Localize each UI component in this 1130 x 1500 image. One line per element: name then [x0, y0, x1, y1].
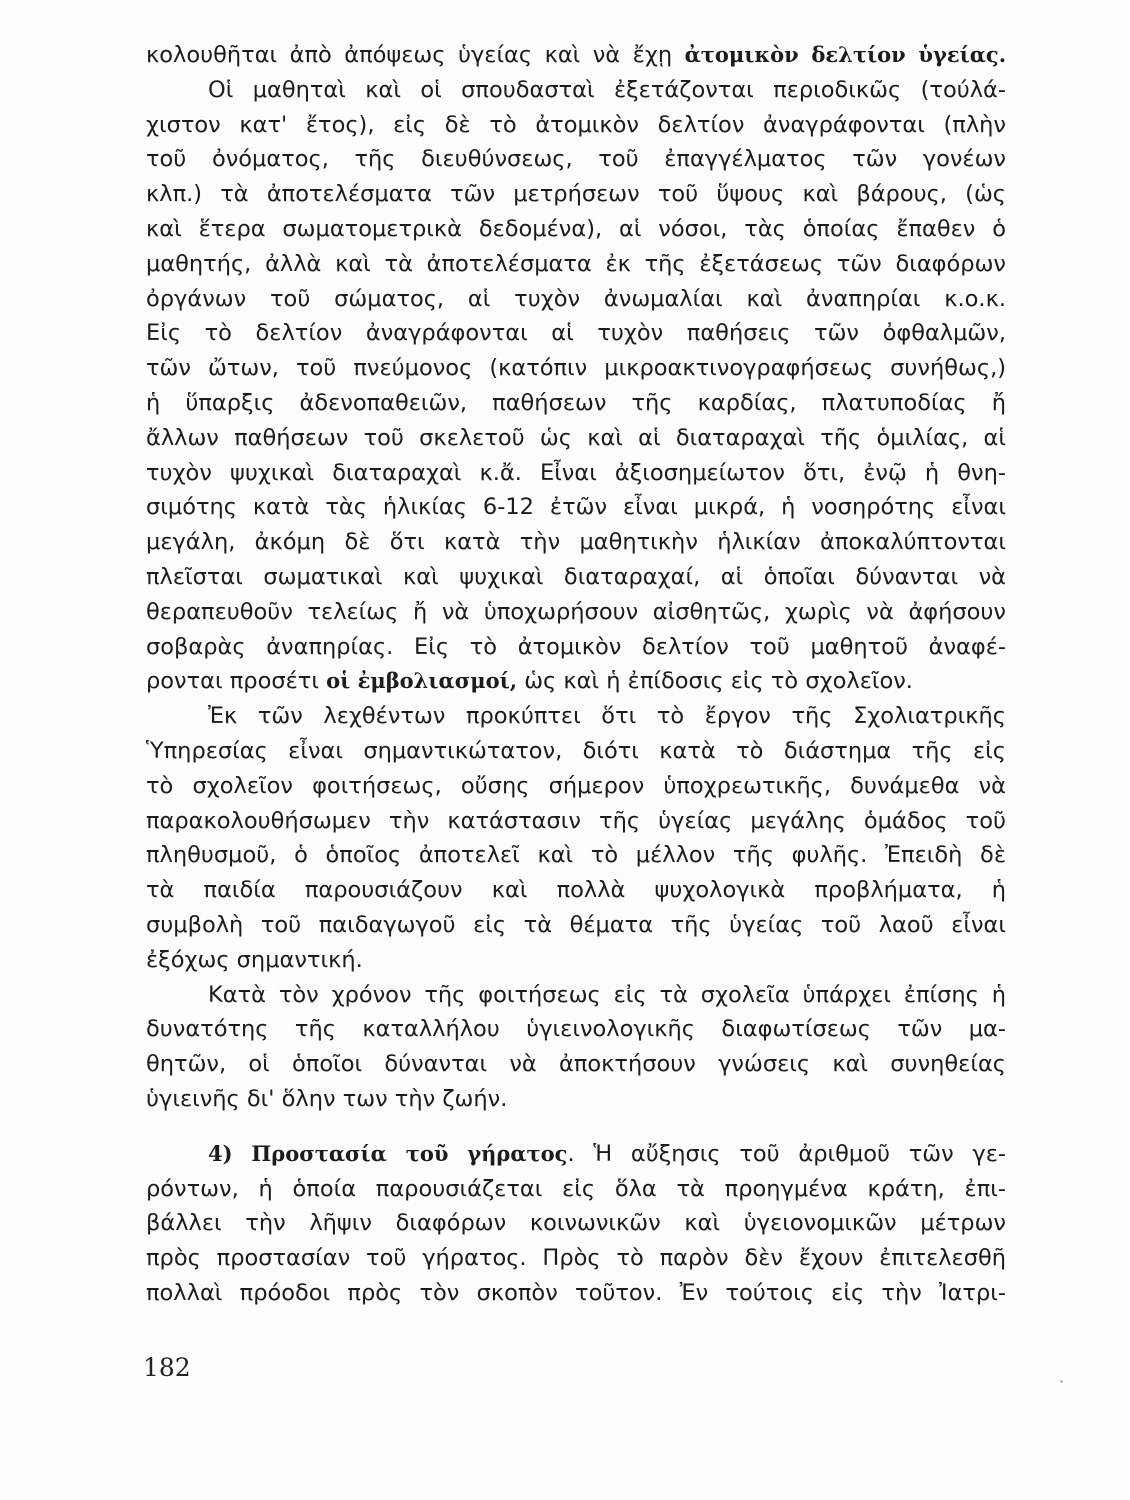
text-line: βάλλει τὴν λῆψιν διαφόρων κοινωνικῶν καὶ ὑγειονομικῶν μέτρων: [146, 1210, 1006, 1237]
text-line: Ὑπηρεσίας εἶναι σημαντικώτατον, διότι κατὰ τὸ διάστημα τῆς εἰς: [146, 737, 1006, 764]
text-line: Οἱ μαθηταὶ καὶ οἱ σπουδασταὶ ἐξετάζονται περιοδικῶς (τούλά-: [208, 76, 1006, 103]
text-line: συμβολὴ τοῦ παιδαγωγοῦ εἰς τὰ θέματα τῆς ὑγείας τοῦ λαοῦ εἶναι: [146, 911, 1006, 938]
text-line: πλεῖσται σωματικαὶ καὶ ψυχικαὶ διαταραχαί, αἱ ὁποῖαι δύνανται νὰ: [146, 563, 1006, 590]
page-number: 182: [143, 1353, 191, 1382]
text-line: τοῦ ὀνόματος, τῆς διευθύνσεως, τοῦ ἐπαγγέλματος τῶν γονέων: [146, 146, 1006, 173]
text-line: 4) Προστασία τοῦ γήρατος. Ἡ αὔξησις τοῦ ἀριθμοῦ τῶν γε-: [208, 1140, 1006, 1167]
text-line: καὶ ἕτερα σωματομετρικὰ δεδομένα), αἱ νόσοι, τὰς ὁποίας ἔπαθεν ὁ: [146, 215, 1006, 242]
text-line: ρόντων, ἡ ὁποία παρουσιάζεται εἰς ὅλα τὰ προηγμένα κράτη, ἐπι-: [146, 1175, 1006, 1202]
text-line: τὸ σχολεῖον φοιτήσεως, οὔσης σήμερον ὑποχρεωτικῆς, δυνάμεθα νὰ: [146, 772, 1006, 799]
text-line: σιμότης κατὰ τὰς ἡλικίας 6-12 ἐτῶν εἶναι μικρά, ἡ νοσηρότης εἶναι: [146, 494, 1006, 521]
bold-term: ἀτομικὸν δελτίον ὑγείας.: [684, 42, 1007, 67]
text-line: θητῶν, οἱ ὁποῖοι δύνανται νὰ ἀποκτήσουν γνώσεις καὶ συνηθείας: [146, 1051, 1006, 1078]
scan-speck: [1060, 1380, 1063, 1383]
text-line: χιστον κατ' ἔτος), εἰς δὲ τὸ ἀτομικὸν δελτίον ἀναγράφονται (πλὴν: [146, 111, 1006, 138]
bold-term: οἱ ἐμβολιασμοί,: [326, 668, 518, 694]
text-line: πρὸς προστασίαν τοῦ γήρατος. Πρὸς τὸ παρὸν δὲν ἔχουν ἐπιτελεσθῆ: [146, 1245, 1006, 1272]
text-line: Ἐκ τῶν λεχθέντων προκύπτει ὅτι τὸ ἔργον τῆς Σχολιατρικῆς: [208, 703, 1006, 730]
text-line: παρακολουθήσωμεν τὴν κατάστασιν τῆς ὑγείας μεγάλης ὁμάδος τοῦ: [146, 807, 1006, 834]
text-line: ἄλλων παθήσεων τοῦ σκελετοῦ ὡς καὶ αἱ διαταραχαὶ τῆς ὁμιλίας, αἱ: [146, 424, 1006, 451]
paragraph-gap: [146, 1117, 1006, 1137]
text-line: Κατὰ τὸν χρόνον τῆς φοιτήσεως εἰς τὰ σχολεῖα ὑπάρχει ἐπίσης ἡ: [208, 981, 1006, 1008]
text-line: τὰ παιδία παρουσιάζουν καὶ πολλὰ ψυχολογικὰ προβλήματα, ἡ: [146, 877, 1006, 904]
text-line: ὑγιεινῆς δι' ὅλην των τὴν ζωήν.: [146, 1085, 508, 1112]
text-line: ὀργάνων τοῦ σώματος, αἱ τυχὸν ἀνωμαλίαι καὶ ἀναπηρίαι κ.ο.κ.: [146, 285, 1006, 312]
text-line: θεραπευθοῦν τελείως ἤ νὰ ὑποχωρήσουν αἰσθητῶς, χωρὶς νὰ ἀφήσουν: [146, 598, 1006, 625]
body-text: [146, 38, 1006, 1311]
text-line: ἐξόχως σημαντική.: [146, 946, 363, 973]
text-line: Εἰς τὸ δελτίον ἀναγράφονται αἱ τυχὸν παθήσεις τῶν ὀφθαλμῶν,: [146, 320, 1006, 347]
text-line: μαθητής, ἀλλὰ καὶ τὰ ἀποτελέσματα ἐκ τῆς ἐξετάσεως τῶν διαφόρων: [146, 250, 1006, 277]
text-line: πολλαὶ πρόοδοι πρὸς τὸν σκοπὸν τοῦτον. Ἐν τούτοις εἰς τὴν Ἰατρι-: [146, 1279, 1006, 1306]
text-line: τῶν ὤτων, τοῦ πνεύμονος (κατόπιν μικροακτινογραφήσεως συνήθως,): [146, 355, 1006, 382]
text-line: ρονται προσέτι οἱ ἐμβολιασμοί, ὡς καὶ ἡ ἐπίδοσις εἰς τὸ σχολεῖον.: [146, 668, 913, 695]
section-heading: 4) Προστασία τοῦ γήρατος: [208, 1140, 568, 1166]
text-line: μεγάλη, ἀκόμη δὲ ὅτι κατὰ τὴν μαθητικὴν ἡλικίαν ἀποκαλύπτονται: [146, 529, 1006, 556]
text-line: σοβαρὰς ἀναπηρίας. Εἰς τὸ ἀτομικὸν δελτίον τοῦ μαθητοῦ ἀναφέ-: [146, 633, 1006, 660]
text-line: πληθυσμοῦ, ὁ ὁποῖος ἀποτελεῖ καὶ τὸ μέλλον τῆς φυλῆς. Ἐπειδὴ δὲ: [146, 842, 1006, 869]
text-line: κλπ.) τὰ ἀποτελέσματα τῶν μετρήσεων τοῦ ὕψους καὶ βάρους, (ὡς: [146, 181, 1006, 208]
text-line: κολουθῆται ἀπὸ ἀπόψεως ὑγείας καὶ νὰ ἔχῃ ἀτομικὸν δελτίον ὑγείας.: [146, 42, 1007, 68]
text-line: ἡ ὕπαρξις ἀδενοπαθειῶν, παθήσεων τῆς καρδίας, πλατυποδίας ἤ: [146, 389, 1006, 416]
text-line: τυχὸν ψυχικαὶ διαταραχαὶ κ.ἄ. Εἶναι ἀξιοσημείωτον ὅτι, ἐνῷ ἡ θνη-: [146, 459, 1006, 486]
text-line: δυνατότης τῆς καταλλήλου ὑγιεινολογικῆς διαφωτίσεως τῶν μα-: [146, 1016, 1006, 1043]
